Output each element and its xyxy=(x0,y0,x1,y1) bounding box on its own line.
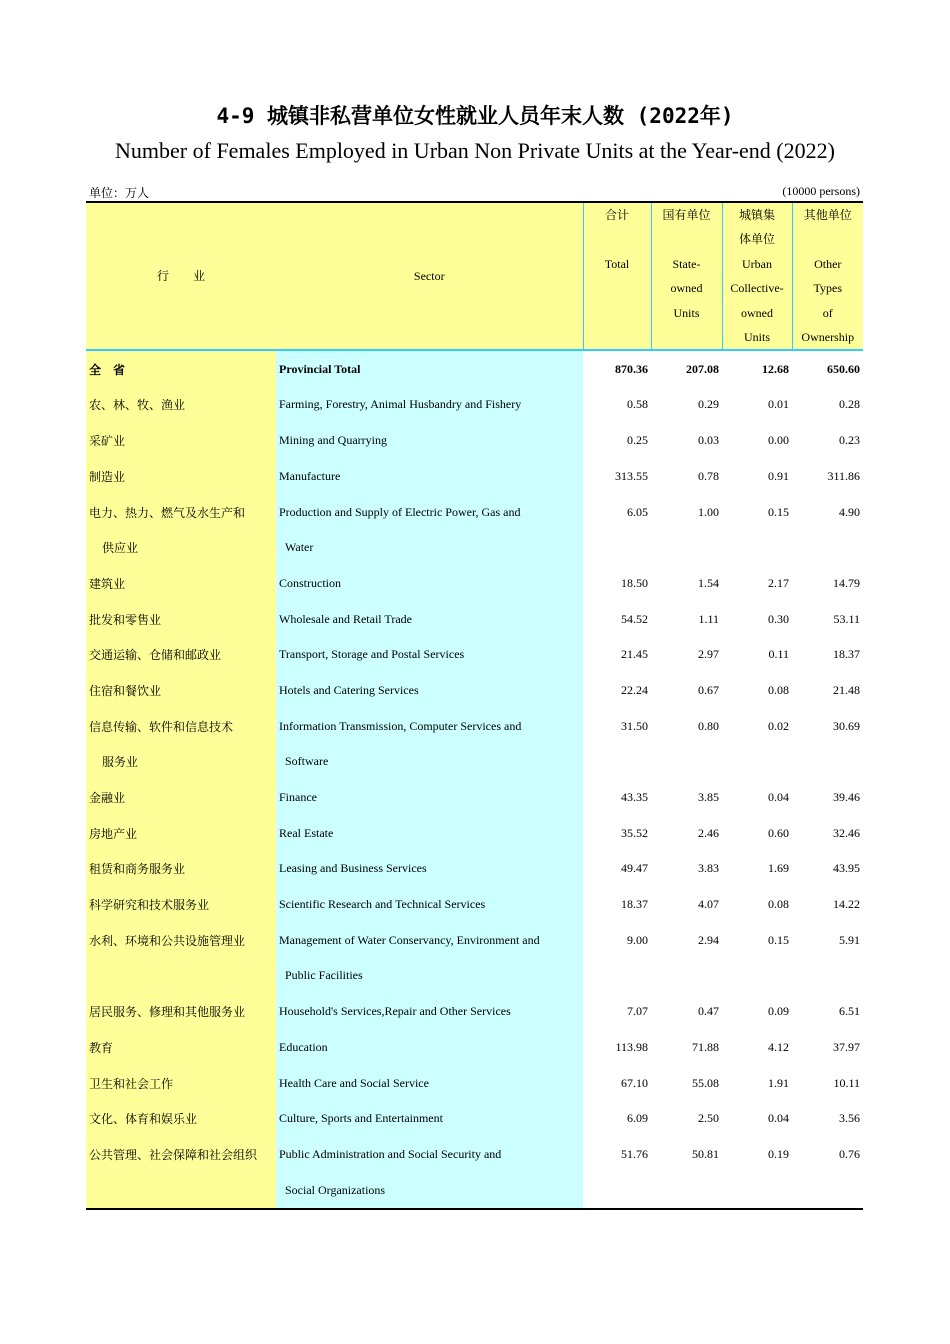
sector-name-cn: 教育 xyxy=(86,1030,276,1066)
sector-name-cn: 建筑业 xyxy=(86,566,276,602)
value-state-owned: 2.50 xyxy=(698,1111,719,1126)
value-other-types: 650.60 xyxy=(827,361,860,376)
value-total: 7.07 xyxy=(627,1004,648,1019)
sector-name-en: Provincial Total xyxy=(276,350,583,387)
value-urban-collective: 0.30 xyxy=(768,611,789,626)
value-urban-collective: 12.68 xyxy=(762,361,789,376)
sector-name-en-continued: Water xyxy=(276,530,583,566)
value-urban-collective: 0.15 xyxy=(768,932,789,947)
table-row xyxy=(86,423,863,459)
value-urban-collective: 0.08 xyxy=(768,682,789,697)
header-other-en2: Types xyxy=(813,281,842,296)
empty-cell xyxy=(722,530,792,566)
value-other-types: 0.76 xyxy=(839,1146,860,1161)
unit-label-english: (10000 persons) xyxy=(782,184,860,198)
value-total: 18.50 xyxy=(621,575,648,590)
page-title-english: Number of Females Employed in Urban Non Private Units at the Year-end (2022) xyxy=(115,138,835,163)
header-state-en2: owned xyxy=(670,281,703,296)
header-other xyxy=(792,202,863,350)
empty-cell xyxy=(583,958,651,994)
value-other-types: 37.97 xyxy=(833,1039,860,1054)
table-row xyxy=(86,1137,863,1173)
value-state-owned: 2.97 xyxy=(698,647,719,662)
table-body xyxy=(86,350,863,1209)
value-state-owned: 55.08 xyxy=(692,1075,719,1090)
empty-cell xyxy=(722,1172,792,1209)
table-row xyxy=(86,673,863,709)
empty-cell xyxy=(651,958,722,994)
sector-name-cn: 采矿业 xyxy=(86,423,276,459)
table-row-continuation xyxy=(86,1172,863,1209)
sector-name-en: Health Care and Social Service xyxy=(276,1065,583,1101)
sector-name-cn: 信息传输、软件和信息技术 xyxy=(86,708,276,744)
value-urban-collective: 0.04 xyxy=(768,790,789,805)
value-total: 67.10 xyxy=(621,1075,648,1090)
value-urban-collective: 1.91 xyxy=(768,1075,789,1090)
table-row-continuation xyxy=(86,530,863,566)
empty-cell xyxy=(792,530,863,566)
unit-label-chinese: 单位：万人 xyxy=(89,186,150,200)
header-other-en1: Other xyxy=(814,256,842,271)
table-row-total xyxy=(86,350,863,387)
header-total xyxy=(583,202,651,350)
value-urban-collective: 0.19 xyxy=(768,1146,789,1161)
value-total: 0.58 xyxy=(627,397,648,412)
header-urban-en1: Urban xyxy=(742,256,772,271)
sector-name-en: Hotels and Catering Services xyxy=(276,673,583,709)
value-other-types: 39.46 xyxy=(833,790,860,805)
table-header-row xyxy=(86,202,863,350)
value-state-owned: 3.85 xyxy=(698,790,719,805)
header-urban-en3: owned xyxy=(741,305,773,320)
value-urban-collective: 0.04 xyxy=(768,1111,789,1126)
table-row xyxy=(86,637,863,673)
header-other-en4: Ownership xyxy=(801,330,855,345)
sector-name-cn: 租赁和商务服务业 xyxy=(86,851,276,887)
empty-cell xyxy=(722,744,792,780)
value-total: 6.09 xyxy=(627,1111,648,1126)
value-total: 6.05 xyxy=(627,504,648,519)
sector-name-cn: 电力、热力、燃气及水生产和 xyxy=(86,494,276,530)
table-row-continuation xyxy=(86,958,863,994)
sector-name-cn: 全 省 xyxy=(86,350,276,387)
sector-name-cn: 交通运输、仓储和邮政业 xyxy=(86,637,276,673)
value-urban-collective: 4.12 xyxy=(768,1039,789,1054)
table-row xyxy=(86,851,863,887)
value-total: 54.52 xyxy=(621,611,648,626)
value-urban-collective: 1.69 xyxy=(768,861,789,876)
sector-name-en: Real Estate xyxy=(276,815,583,851)
value-other-types: 53.11 xyxy=(833,611,860,626)
value-urban-collective: 0.60 xyxy=(768,825,789,840)
sector-name-cn: 制造业 xyxy=(86,459,276,495)
table-row xyxy=(86,1101,863,1137)
value-state-owned: 2.46 xyxy=(698,825,719,840)
header-sector-cn: 行 业 xyxy=(86,202,276,350)
table-row xyxy=(86,887,863,923)
empty-cell xyxy=(583,530,651,566)
value-total: 870.36 xyxy=(615,361,648,376)
header-urban-en2: Collective- xyxy=(730,281,784,296)
value-state-owned: 1.54 xyxy=(698,575,719,590)
value-other-types: 14.22 xyxy=(833,897,860,912)
value-other-types: 14.79 xyxy=(833,575,860,590)
empty-cell xyxy=(792,744,863,780)
value-urban-collective: 0.11 xyxy=(768,647,789,662)
sector-name-cn: 水利、环境和公共设施管理业 xyxy=(86,922,276,958)
value-state-owned: 0.29 xyxy=(698,397,719,412)
sector-name-cn: 金融业 xyxy=(86,780,276,816)
value-total: 313.55 xyxy=(615,468,648,483)
value-state-owned: 4.07 xyxy=(698,897,719,912)
sector-name-en-continued: Public Facilities xyxy=(276,958,583,994)
sector-name-cn-continued xyxy=(86,1172,276,1209)
empty-cell xyxy=(651,1172,722,1209)
value-total: 0.25 xyxy=(627,433,648,448)
table-row xyxy=(86,387,863,423)
sector-name-en-continued: Software xyxy=(276,744,583,780)
empty-cell xyxy=(651,530,722,566)
sector-name-en: Culture, Sports and Entertainment xyxy=(276,1101,583,1137)
value-total: 9.00 xyxy=(627,932,648,947)
empty-cell xyxy=(583,744,651,780)
value-urban-collective: 2.17 xyxy=(768,575,789,590)
sector-name-en: Public Administration and Social Security and xyxy=(276,1137,583,1173)
value-total: 51.76 xyxy=(621,1146,648,1161)
header-sector-en: Sector xyxy=(276,202,583,350)
value-state-owned: 0.03 xyxy=(698,433,719,448)
value-other-types: 30.69 xyxy=(833,718,860,733)
value-urban-collective: 0.01 xyxy=(768,397,789,412)
table-row-continuation xyxy=(86,744,863,780)
sector-name-en: Wholesale and Retail Trade xyxy=(276,601,583,637)
table-row xyxy=(86,494,863,530)
sector-name-cn: 公共管理、社会保障和社会组织 xyxy=(86,1137,276,1173)
sector-name-en: Mining and Quarrying xyxy=(276,423,583,459)
header-urban-cn2: 体单位 xyxy=(738,232,775,247)
value-total: 43.35 xyxy=(621,790,648,805)
value-other-types: 3.56 xyxy=(839,1111,860,1126)
sector-name-cn: 科学研究和技术服务业 xyxy=(86,887,276,923)
empty-cell xyxy=(583,1172,651,1209)
sector-name-cn-continued xyxy=(86,958,276,994)
page-title-chinese: 4-9 城镇非私营单位女性就业人员年末人数 (2022年) xyxy=(216,104,734,128)
value-urban-collective: 0.91 xyxy=(768,468,789,483)
value-state-owned: 0.80 xyxy=(698,718,719,733)
value-other-types: 0.23 xyxy=(839,433,860,448)
value-other-types: 32.46 xyxy=(833,825,860,840)
sector-name-en: Household's Services,Repair and Other Services xyxy=(276,994,583,1030)
sector-name-cn: 农、林、牧、渔业 xyxy=(86,387,276,423)
value-state-owned: 50.81 xyxy=(692,1146,719,1161)
table-row xyxy=(86,1065,863,1101)
value-urban-collective: 0.15 xyxy=(768,504,789,519)
value-total: 18.37 xyxy=(621,897,648,912)
header-other-cn: 其他单位 xyxy=(803,208,852,222)
table-row xyxy=(86,1030,863,1066)
value-other-types: 311.86 xyxy=(827,468,860,483)
sector-name-en: Finance xyxy=(276,780,583,816)
value-urban-collective: 0.08 xyxy=(768,897,789,912)
value-total: 21.45 xyxy=(621,647,648,662)
table-row xyxy=(86,601,863,637)
header-state xyxy=(651,202,722,350)
value-other-types: 4.90 xyxy=(839,504,860,519)
sector-name-en: Construction xyxy=(276,566,583,602)
value-state-owned: 0.47 xyxy=(698,1004,719,1019)
value-urban-collective: 0.02 xyxy=(768,718,789,733)
sector-name-cn: 居民服务、修理和其他服务业 xyxy=(86,994,276,1030)
employment-table xyxy=(86,201,863,1210)
sector-name-en: Information Transmission, Computer Services and xyxy=(276,708,583,744)
value-state-owned: 0.67 xyxy=(698,682,719,697)
sector-name-en: Transport, Storage and Postal Services xyxy=(276,637,583,673)
value-state-owned: 1.00 xyxy=(698,504,719,519)
empty-cell xyxy=(651,744,722,780)
header-urban xyxy=(722,202,792,350)
value-state-owned: 1.11 xyxy=(698,611,719,626)
sector-name-en: Leasing and Business Services xyxy=(276,851,583,887)
value-state-owned: 0.78 xyxy=(698,468,719,483)
table-row xyxy=(86,566,863,602)
sector-name-en: Management of Water Conservancy, Environment and xyxy=(276,922,583,958)
value-state-owned: 207.08 xyxy=(686,361,719,376)
table-row xyxy=(86,459,863,495)
header-other-en3: of xyxy=(822,305,833,320)
value-other-types: 0.28 xyxy=(839,397,860,412)
empty-cell xyxy=(722,958,792,994)
value-total: 22.24 xyxy=(621,682,648,697)
sector-name-cn: 卫生和社会工作 xyxy=(86,1065,276,1101)
value-other-types: 10.11 xyxy=(833,1075,860,1090)
table-row xyxy=(86,815,863,851)
value-other-types: 5.91 xyxy=(839,932,860,947)
value-state-owned: 2.94 xyxy=(698,932,719,947)
empty-cell xyxy=(792,958,863,994)
header-state-en3: Units xyxy=(673,305,700,320)
value-other-types: 43.95 xyxy=(833,861,860,876)
sector-name-en: Manufacture xyxy=(276,459,583,495)
header-urban-cn1: 城镇集 xyxy=(738,208,775,222)
value-state-owned: 71.88 xyxy=(692,1039,719,1054)
value-total: 113.98 xyxy=(615,1039,648,1054)
value-state-owned: 3.83 xyxy=(698,861,719,876)
table-row xyxy=(86,708,863,744)
table-row xyxy=(86,994,863,1030)
header-total-en: Total xyxy=(604,256,630,271)
sector-name-cn: 住宿和餐饮业 xyxy=(86,673,276,709)
sector-name-cn: 房地产业 xyxy=(86,815,276,851)
sector-name-en-continued: Social Organizations xyxy=(276,1172,583,1209)
header-state-en1: State- xyxy=(672,256,701,271)
sector-name-en: Farming, Forestry, Animal Husbandry and Fishery xyxy=(276,387,583,423)
value-total: 35.52 xyxy=(621,825,648,840)
header-state-cn: 国有单位 xyxy=(662,208,711,222)
value-other-types: 21.48 xyxy=(833,682,860,697)
sector-name-cn-continued: 服务业 xyxy=(86,744,276,780)
table-row xyxy=(86,922,863,958)
value-urban-collective: 0.09 xyxy=(768,1004,789,1019)
header-total-cn: 合计 xyxy=(604,208,629,222)
value-total: 49.47 xyxy=(621,861,648,876)
sector-name-cn-continued: 供应业 xyxy=(86,530,276,566)
sector-name-en: Education xyxy=(276,1030,583,1066)
header-urban-en4: Units xyxy=(743,330,770,345)
table-row xyxy=(86,780,863,816)
value-other-types: 6.51 xyxy=(839,1004,860,1019)
value-urban-collective: 0.00 xyxy=(768,433,789,448)
sector-name-en: Production and Supply of Electric Power, Gas and xyxy=(276,494,583,530)
sector-name-en: Scientific Research and Technical Services xyxy=(276,887,583,923)
value-total: 31.50 xyxy=(621,718,648,733)
value-other-types: 18.37 xyxy=(833,647,860,662)
empty-cell xyxy=(792,1172,863,1209)
sector-name-cn: 批发和零售业 xyxy=(86,601,276,637)
sector-name-cn: 文化、体育和娱乐业 xyxy=(86,1101,276,1137)
